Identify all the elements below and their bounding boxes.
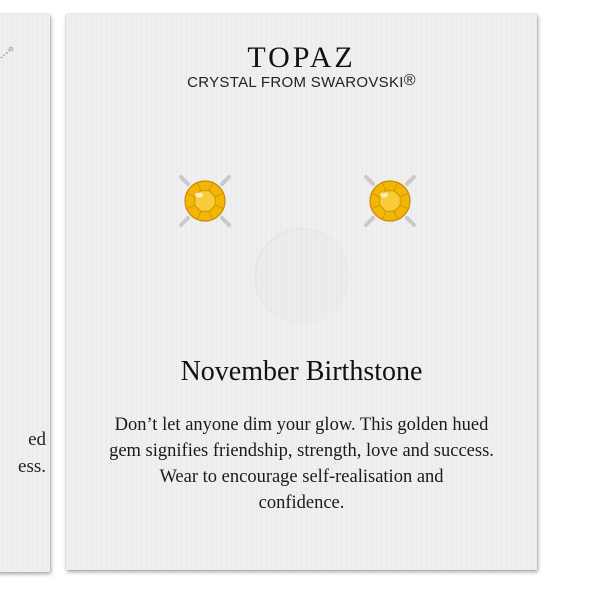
earring-prong [366, 218, 373, 225]
earring-prong [407, 218, 414, 225]
earring-prong [222, 177, 229, 184]
adjacent-card [0, 14, 50, 572]
description-line: confidence. [258, 493, 345, 513]
card-embossed-circle [254, 228, 350, 324]
crystal-highlight [380, 193, 388, 198]
birthstone-heading: November Birthstone [180, 356, 423, 387]
product-title: TOPAZ [247, 41, 356, 74]
earring-prong [222, 218, 229, 225]
crystal-highlight [195, 193, 203, 198]
earring-prong [181, 218, 188, 225]
earring-prong [366, 177, 373, 184]
adjacent-card-text-line-2: ess. [18, 456, 46, 477]
earring-prong [407, 177, 414, 184]
product-card [66, 14, 537, 570]
registered-mark: ® [403, 72, 416, 89]
brand-subtitle [66, 72, 537, 91]
necklace-chain-icon [0, 44, 18, 68]
birthstone-description [80, 412, 523, 516]
adjacent-card-text-line-1: ed [28, 429, 46, 450]
earring-stud-right [362, 173, 418, 229]
earring-prong [181, 177, 188, 184]
earring-stud-left [177, 173, 233, 229]
description-line: Wear to encourage self-realisation and [159, 467, 444, 487]
description-line: Don’t let anyone dim your glow. This golden hued [114, 415, 489, 435]
description-line: gem signifies friendship, strength, love and success. [109, 441, 494, 461]
brand-subtitle-text: CRYSTAL FROM SWAROVSKI [187, 74, 404, 91]
